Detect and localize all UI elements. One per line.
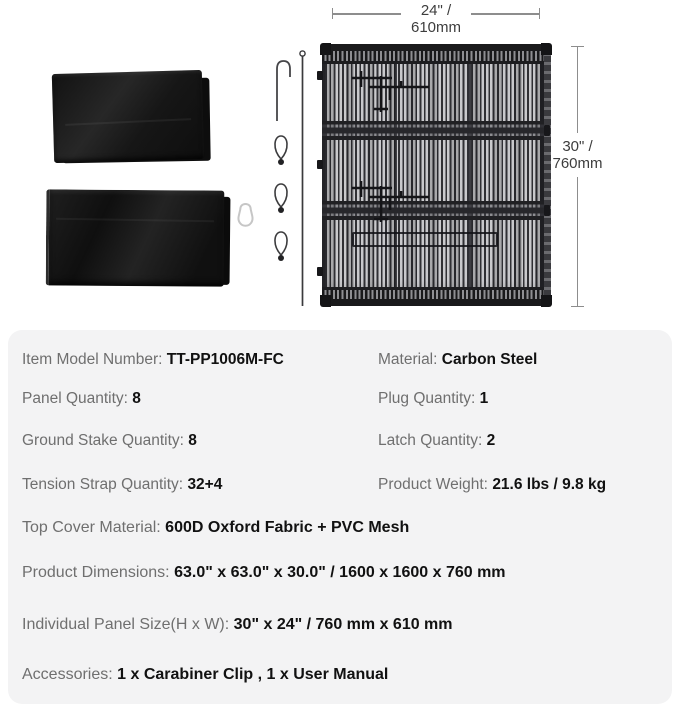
spec-panel-quantity [22,389,141,409]
width-inches-label: 24" / [420,2,452,19]
latch-icon [348,178,432,226]
panel-wire-band-top [322,51,544,64]
spec-value: 1 x Carabiner Clip , 1 x User Manual [117,666,389,683]
panel-hinge-tab [317,71,323,80]
spec-product-weight [378,475,606,495]
spec-label: Product Dimensions: [22,564,170,581]
spec-value: 1 [479,390,489,407]
panel-hinge-tab [317,267,323,276]
panel-seam [468,64,471,287]
width-dimension-line [332,2,540,36]
spec-latch-quantity [378,431,495,451]
panel-corner-connector [320,43,331,55]
panel-cross-rail [322,121,544,140]
spec-tension-strap-quantity [22,475,222,495]
spec-label: Accessories: [22,666,113,683]
spec-label: Individual Panel Size(H x W): [22,616,230,633]
spec-label: Plug Quantity: [378,390,476,407]
spec-item-model-number [22,350,284,370]
plug-rod-icon [300,51,305,306]
latch-icon [348,68,432,116]
carabiner-clip-icon [238,204,252,226]
panel-corner-connector [541,295,552,307]
tension-strap-icon [275,184,287,213]
panel-frame-top [322,44,544,51]
panel-hinge-tab [317,160,323,169]
spec-panel [8,330,672,704]
wire-panel-stacked-edge [544,47,551,299]
spec-label: Product Weight: [378,476,488,493]
spec-value: 8 [132,390,141,407]
spec-value: 2 [486,432,496,449]
panel-frame-bottom [322,299,544,306]
panel-hinge-tab [544,205,550,216]
spec-value: Carbon Steel [441,351,538,368]
spec-value: 32+4 [187,476,223,493]
wire-panel [322,44,544,306]
width-mm-label: 610mm [410,19,462,36]
spec-top-cover-material [22,518,409,538]
panel-door-wire [352,232,498,247]
spec-label: Panel Quantity: [22,390,128,407]
height-mm-label: 760mm [552,155,603,172]
spec-label: Material: [378,351,438,368]
spec-ground-stake-quantity [22,431,197,451]
panel-corner-connector [541,43,552,55]
panel-wire-band-bottom [322,287,544,299]
spec-individual-panel-size [22,615,453,635]
spec-value: 63.0" x 63.0" x 30.0" / 1600 x 1600 x 760 mm [174,564,506,581]
ground-stake-icon [277,61,290,121]
panel-corner-connector [320,295,331,307]
tension-strap-icon [275,232,287,261]
spec-label: Ground Stake Quantity: [22,432,184,449]
spec-label: Latch Quantity: [378,432,483,449]
spec-value: 8 [188,432,197,449]
spec-value: 21.6 lbs / 9.8 kg [492,476,607,493]
tension-strap-icon [275,136,287,165]
height-inches-label: 30" / [562,138,593,155]
spec-label: Item Model Number: [22,351,163,368]
spec-label: Tension Strap Quantity: [22,476,184,493]
spec-material [378,350,537,370]
spec-label: Top Cover Material: [22,519,161,536]
panel-hinge-tab [544,125,550,136]
height-dimension-label [552,133,602,177]
spec-value: 30" x 24" / 760 mm x 610 mm [233,616,453,633]
spec-value: 600D Oxford Fabric + PVC Mesh [165,519,410,536]
spec-value: TT-PP1006M-FC [166,351,284,368]
spec-accessories [22,665,388,685]
width-dimension-label [401,2,471,36]
product-gallery [0,0,679,330]
height-dimension-line [552,46,603,307]
spec-product-dimensions [22,563,506,583]
spec-plug-quantity [378,389,488,409]
